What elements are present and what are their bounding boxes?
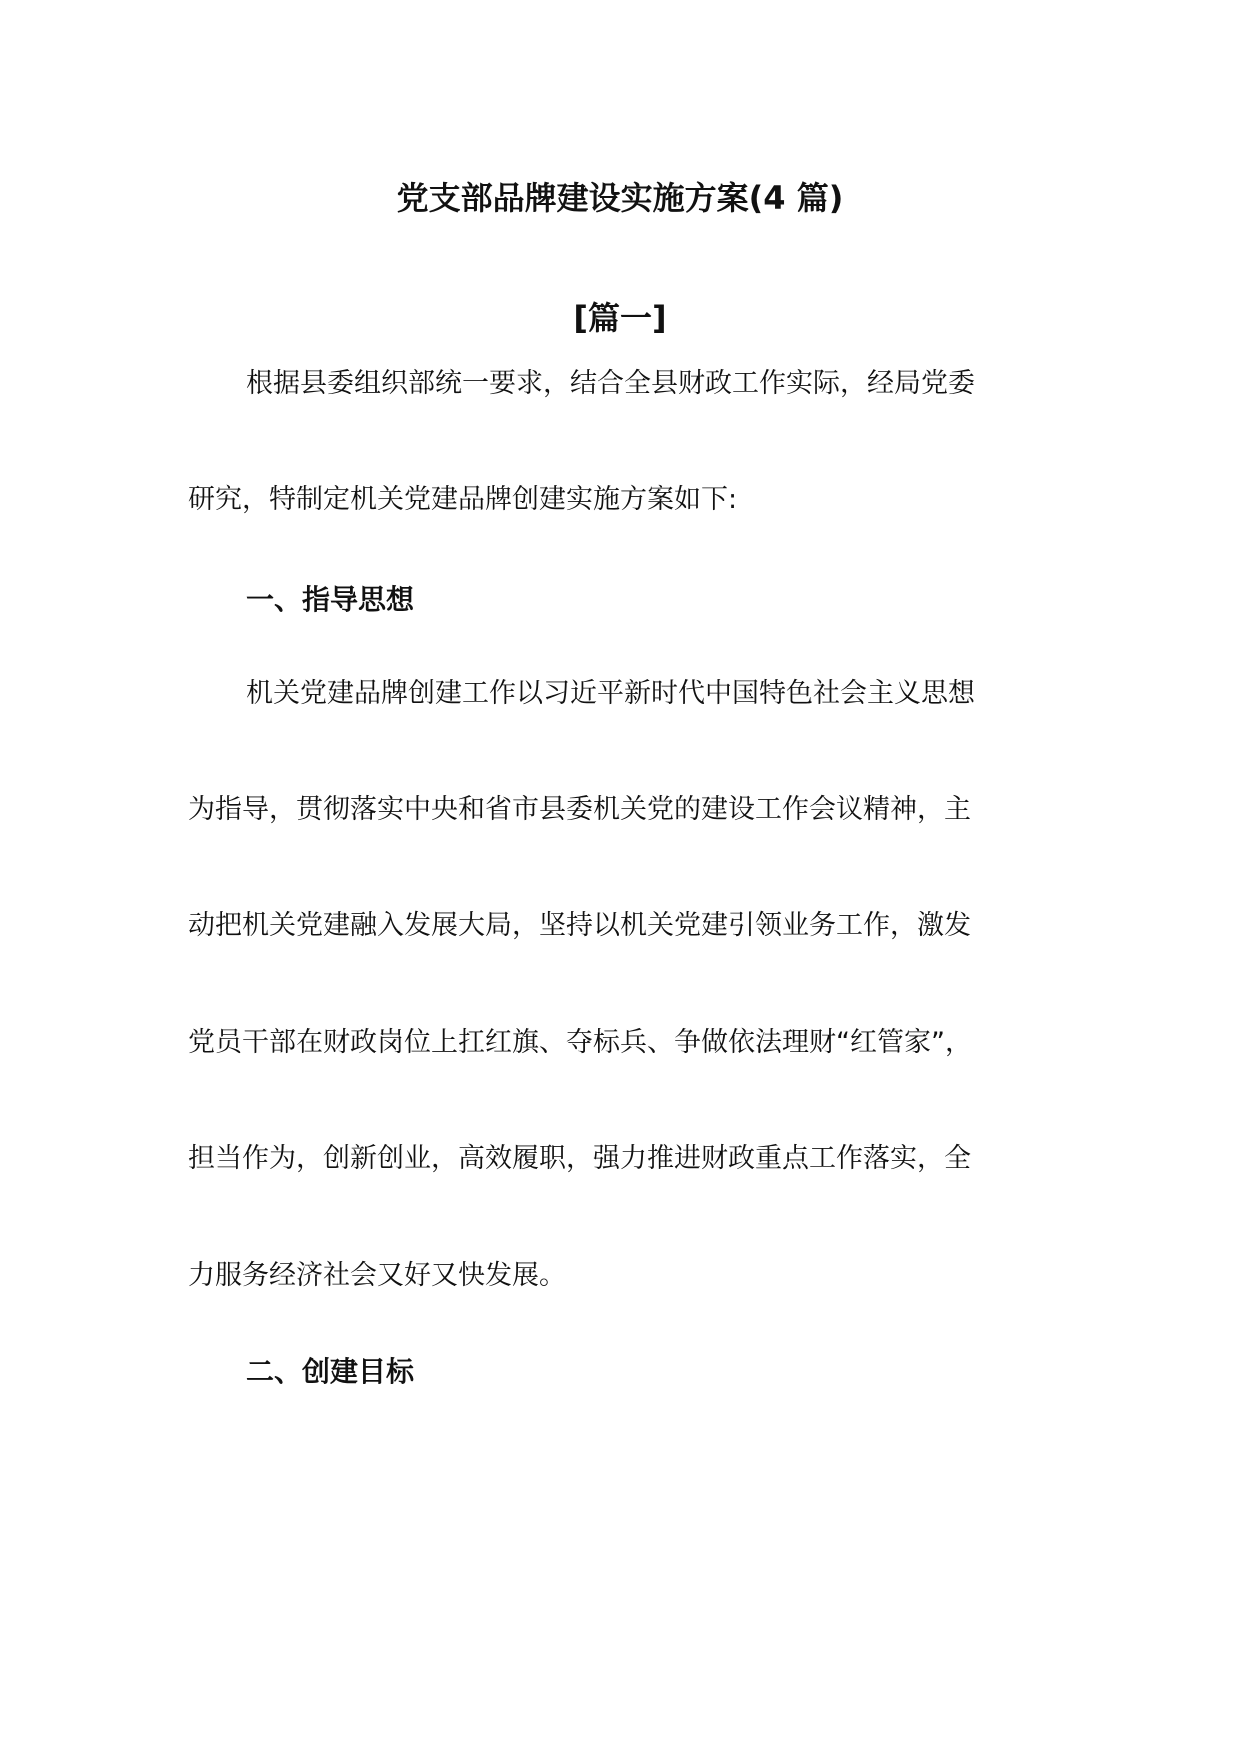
document-title: 党支部品牌建设实施方案(4 篇) (396, 179, 844, 217)
heading-creation-goals: 二、创建目标 (246, 1355, 415, 1388)
guiding-ideology-paragraph (188, 672, 1068, 1384)
paragraph-line: 党员干部在财政岗位上扛红旗、夺标兵、争做依法理财“红管家”， (188, 1027, 972, 1058)
paragraph-line: 机关党建品牌创建工作以习近平新时代中国特色社会主义思想 (246, 678, 975, 709)
paragraph-line: 根据县委组织部统一要求，结合全县财政工作实际，经局党委 (246, 368, 975, 399)
paragraph-line: 研究，特制定机关党建品牌创建实施方案如下: (188, 484, 738, 515)
paragraph-line: 力服务经济社会又好又快发展。 (188, 1260, 566, 1291)
paragraph-line: 担当作为，创新创业，高效履职，强力推进财政重点工作落实，全 (188, 1143, 971, 1174)
section-label: [篇一] (573, 299, 667, 337)
paragraph-line: 动把机关党建融入发展大局，坚持以机关党建引领业务工作，激发 (188, 910, 971, 941)
intro-paragraph (188, 362, 1068, 608)
heading-guiding-ideology: 一、指导思想 (246, 583, 415, 616)
paragraph-line: 为指导，贯彻落实中央和省市县委机关党的建设工作会议精神，主 (188, 794, 971, 825)
